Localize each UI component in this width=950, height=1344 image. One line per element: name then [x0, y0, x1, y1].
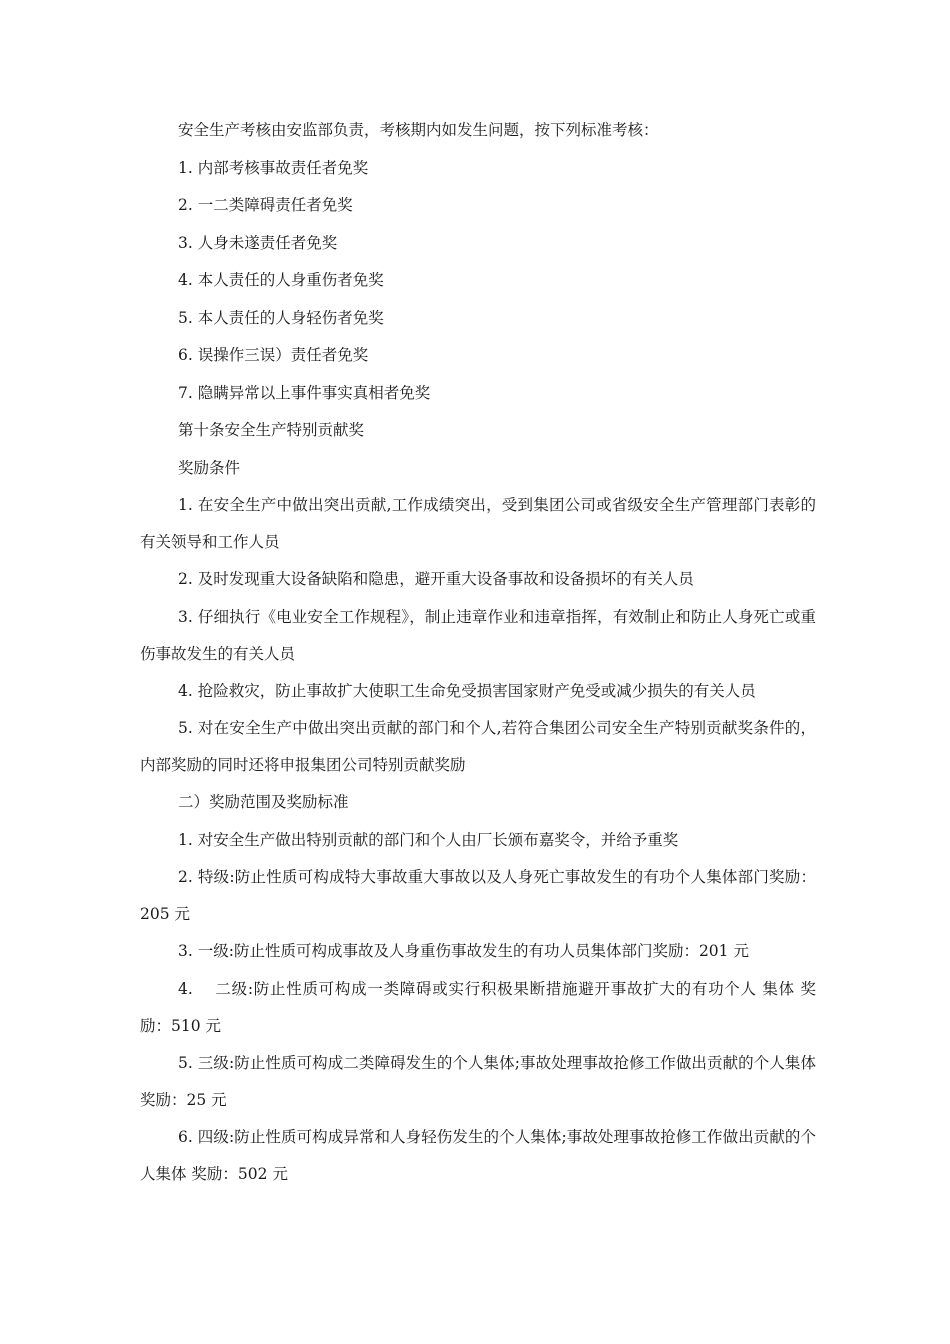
list-item: 5. 本人责任的人身轻伤者免奖 — [178, 308, 384, 327]
list-item: 4. 二级:防止性质可构成一类障碍或实行积极果断措施避开事故扩大的有功个人 集体 奖励：510 元 — [140, 979, 816, 1035]
section-heading: 第十条安全生产特别贡献奖 — [178, 421, 365, 439]
list-item: 4. 本人责任的人身重伤者免奖 — [178, 271, 384, 289]
list-item: 5. 对在安全生产中做出突出贡献的部门和个人,若符合集团公司安全生产特别贡献奖条件的，内部奖励的同时还将申报集团公司特别贡献奖励 — [140, 719, 816, 774]
list-item: 1. 在安全生产中做出突出贡献,工作成绩突出，受到集团公司或省级安全生产管理部门表彰的有关领导和工作人员 — [140, 496, 816, 551]
subsection-heading: 奖励条件 — [178, 458, 241, 477]
list-item: 1. 内部考核事故责任者免奖 — [178, 158, 369, 177]
document-page — [140, 112, 816, 1193]
list-item: 4. 抢险救灾，防止事故扩大使职工生命免受损害国家财产免受或减少损失的有关人员 — [178, 681, 756, 700]
list-item: 2. 及时发现重大设备缺陷和隐患，避开重大设备事故和设备损坏的有关人员 — [178, 570, 694, 588]
list-item: 6. 误操作三误）责任者免奖 — [178, 346, 369, 364]
list-item: 3. 人身未遂责任者免奖 — [178, 233, 338, 252]
subsection-heading: 二）奖励范围及奖励标准 — [178, 793, 349, 811]
list-item: 5. 三级:防止性质可构成二类障碍发生的个人集体;事故处理事故抢修工作做出贡献的个人集体奖励：25 元 — [140, 1053, 816, 1109]
list-item: 3. 仔细执行《电业安全工作规程》，制止违章作业和违章指挥，有效制止和防止人身死亡或重伤事故发生的有关人员 — [140, 607, 816, 663]
list-item: 1. 对安全生产做出特别贡献的部门和个人由厂长颁布嘉奖令，并给予重奖 — [178, 830, 679, 849]
list-item: 3. 一级:防止性质可构成事故及人身重伤事故发生的有功人员集体部门奖励：201 元 — [178, 942, 749, 960]
intro-paragraph: 安全生产考核由安监部负责，考核期内如发生问题，按下列标准考核： — [178, 121, 659, 139]
list-item: 6. 四级:防止性质可构成异常和人身轻伤发生的个人集体;事故处理事故抢修工作做出贡献的个人集体 奖励：502 元 — [140, 1127, 816, 1183]
list-item: 2. 特级:防止性质可构成特大事故重大事故以及人身死亡事故发生的有功个人集体部门奖励：205 元 — [140, 868, 816, 923]
list-item: 2. 一二类障碍责任者免奖 — [178, 196, 353, 214]
list-item: 7. 隐瞒异常以上事件事实真相者免奖 — [178, 383, 431, 402]
